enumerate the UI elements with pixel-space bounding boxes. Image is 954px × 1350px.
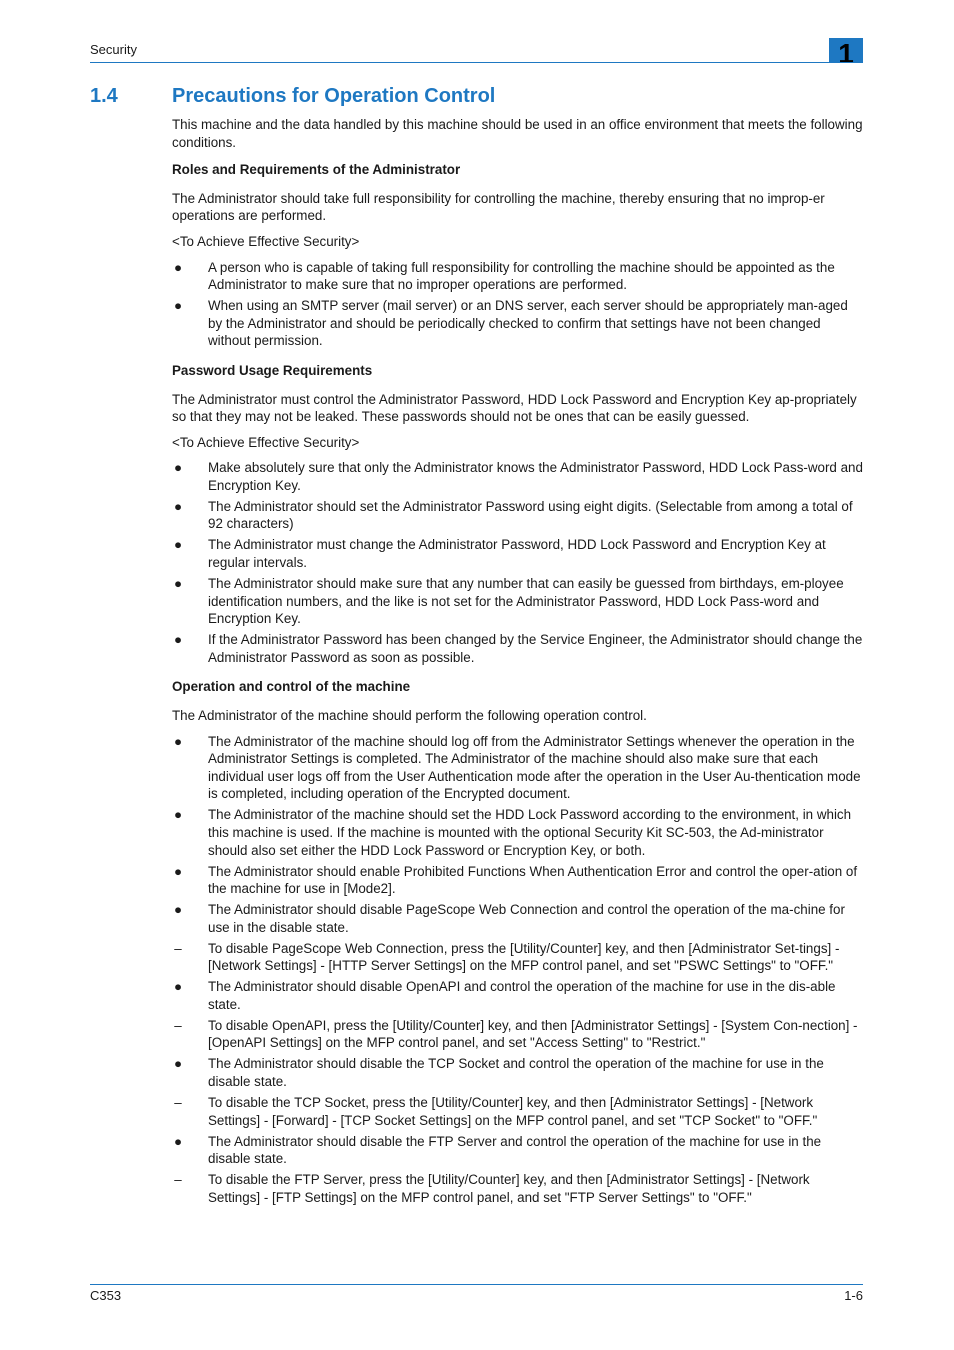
list-item-text: The Administrator should disable PageScope Web Connection and control the operation of the ma-chine for use in the disable state. bbox=[208, 902, 845, 935]
bullet-icon: ● bbox=[173, 902, 183, 918]
list-item-text: The Administrator should enable Prohibited Functions When Authentication Error and control the oper-ation of the machine for use in [Mode2]. bbox=[208, 863, 858, 897]
list-item bbox=[172, 1055, 864, 1090]
operation-list bbox=[172, 733, 864, 1207]
list-item-text: When using an SMTP server (mail server) or an DNS server, each server should be appropriately man-aged by the Administrator and should be periodically checked to confirm that settings have not been changed without permission. bbox=[208, 298, 848, 349]
list-item bbox=[172, 536, 864, 571]
bullet-icon: ● bbox=[173, 863, 183, 879]
list-item bbox=[172, 631, 864, 666]
list-item-text: To disable PageScope Web Connection, press the [Utility/Counter] key, and then [Administrator Set-tings] - [Network Settings] - [HTTP Server Settings] on the MFP control panel, and set "PSWC Settings" to "OFF." bbox=[208, 940, 840, 974]
list-item-text: To disable OpenAPI, press the [Utility/Counter] key, and then [Administrator Settings] - [System Con-nection] - [OpenAPI Settings] on the MFP control panel, and set "Access Setting" to "Restrict." bbox=[208, 1017, 858, 1051]
bullet-icon: ● bbox=[173, 1133, 183, 1149]
bullet-icon: ● bbox=[173, 1056, 183, 1072]
sub-list-item bbox=[172, 1171, 864, 1206]
list-item-text: The Administrator should make sure that any number that can easily be guessed from birthdays, em-ployee identification numbers, and the like is not set for the Administrator Password, HDD Lock Pass-word and Encryption Key. bbox=[208, 576, 844, 627]
bullet-icon: ● bbox=[173, 460, 183, 476]
footer-divider bbox=[90, 1284, 863, 1285]
section-number: 1.4 bbox=[90, 85, 118, 107]
header-title: Security bbox=[90, 42, 137, 57]
footer-model: C353 bbox=[90, 1288, 122, 1303]
roles-list bbox=[172, 259, 864, 350]
bullet-icon: ● bbox=[173, 733, 183, 749]
bullet-icon: ● bbox=[173, 498, 183, 514]
password-paragraph: The Administrator must control the Administrator Password, HDD Lock Password and Encryption Key ap-propriately so that they may not be leaked. These passwords should not be ones that can be easily guessed. bbox=[172, 391, 857, 425]
bullet-icon: ● bbox=[173, 537, 183, 553]
list-item-text: The Administrator should set the Administrator Password using eight digits. (Selectable from among a total of 92 characters) bbox=[208, 498, 853, 532]
document-body bbox=[172, 116, 864, 1214]
bullet-icon: ● bbox=[173, 807, 183, 823]
roles-heading: Roles and Requirements of the Administrator bbox=[172, 162, 461, 178]
list-item bbox=[172, 459, 864, 494]
chapter-number-badge: 1 bbox=[829, 38, 863, 62]
section-title: Precautions for Operation Control bbox=[172, 85, 496, 107]
dash-icon: – bbox=[174, 1172, 182, 1188]
footer-page-number: 1-6 bbox=[844, 1288, 863, 1303]
sub-list-item bbox=[172, 1017, 864, 1052]
password-list bbox=[172, 459, 864, 666]
list-item bbox=[172, 978, 864, 1013]
list-item bbox=[172, 1133, 864, 1168]
operation-paragraph: The Administrator of the machine should perform the following operation control. bbox=[172, 707, 647, 723]
dash-icon: – bbox=[174, 1017, 182, 1033]
list-item-text: The Administrator of the machine should set the HDD Lock Password according to the environment, in which this machine is used. If the machine is mounted with the optional Security Kit SC-503, the Ad-ministrator should also set either the HDD Lock Password or Encryption Key, or both. bbox=[208, 807, 852, 858]
list-item-text: To disable the FTP Server, press the [Utility/Counter] key, and then [Administrator Settings] - [Network Settings] - [FTP Settings] on the MFP control panel, and set "FTP Server Settings" to "OFF." bbox=[208, 1172, 810, 1205]
list-item bbox=[172, 575, 864, 628]
list-item-text: The Administrator of the machine should log off from the Administrator Settings whenever the operation in the Administrator Settings is completed. The Administrator of the machine should also make sure that each individual user logs off from the User Authentication mode after the operation in the User Au-thentication mode is completed, including operation of the Encrypted document. bbox=[208, 733, 861, 802]
bullet-icon: ● bbox=[173, 979, 183, 995]
list-item bbox=[172, 297, 864, 350]
list-item-text: The Administrator must change the Administrator Password, HDD Lock Password and Encryption Key at regular intervals. bbox=[208, 537, 826, 571]
list-item-text: If the Administrator Password has been changed by the Service Engineer, the Administrator should change the Administrator Password as soon as possible. bbox=[208, 632, 863, 665]
sub-list-item bbox=[172, 940, 864, 975]
list-item bbox=[172, 806, 864, 859]
list-item-text: The Administrator should disable the FTP Server and control the operation of the machine for use in the disable state. bbox=[208, 1133, 822, 1167]
bullet-icon: ● bbox=[173, 298, 183, 314]
list-item-text: A person who is capable of taking full responsibility for controlling the machine should be appointed as the Administrator to make sure that no improper operations are performed. bbox=[208, 259, 835, 293]
intro-paragraph: This machine and the data handled by this machine should be used in an office environment that meets the following conditions. bbox=[172, 117, 863, 150]
password-subheading: <To Achieve Effective Security> bbox=[172, 434, 360, 450]
header-divider bbox=[90, 62, 863, 63]
dash-icon: – bbox=[174, 1094, 182, 1110]
operation-heading: Operation and control of the machine bbox=[172, 679, 411, 695]
list-item-text: The Administrator should disable OpenAPI and control the operation of the machine for use in the dis-able state. bbox=[208, 979, 836, 1012]
list-item-text: Make absolutely sure that only the Administrator knows the Administrator Password, HDD Lock Pass-word and Encryption Key. bbox=[208, 460, 863, 493]
bullet-icon: ● bbox=[173, 632, 183, 648]
dash-icon: – bbox=[174, 940, 182, 956]
list-item bbox=[172, 259, 864, 294]
roles-paragraph: The Administrator should take full responsibility for controlling the machine, thereby ensuring that no improp-er operations are performed. bbox=[172, 190, 825, 224]
roles-subheading: <To Achieve Effective Security> bbox=[172, 233, 360, 249]
bullet-icon: ● bbox=[173, 259, 183, 275]
sub-list-item bbox=[172, 1094, 864, 1129]
list-item bbox=[172, 498, 864, 533]
bullet-icon: ● bbox=[173, 576, 183, 592]
list-item-text: To disable the TCP Socket, press the [Utility/Counter] key, and then [Administrator Settings] - [Network Settings] - [Forward] - [TCP Socket Settings] on the MFP control panel, and set "TCP Socket" to "OFF." bbox=[208, 1094, 818, 1128]
list-item-text: The Administrator should disable the TCP Socket and control the operation of the machine for use in the disable state. bbox=[208, 1056, 824, 1089]
list-item bbox=[172, 901, 864, 936]
list-item bbox=[172, 863, 864, 898]
list-item bbox=[172, 733, 864, 803]
password-heading: Password Usage Requirements bbox=[172, 362, 373, 378]
